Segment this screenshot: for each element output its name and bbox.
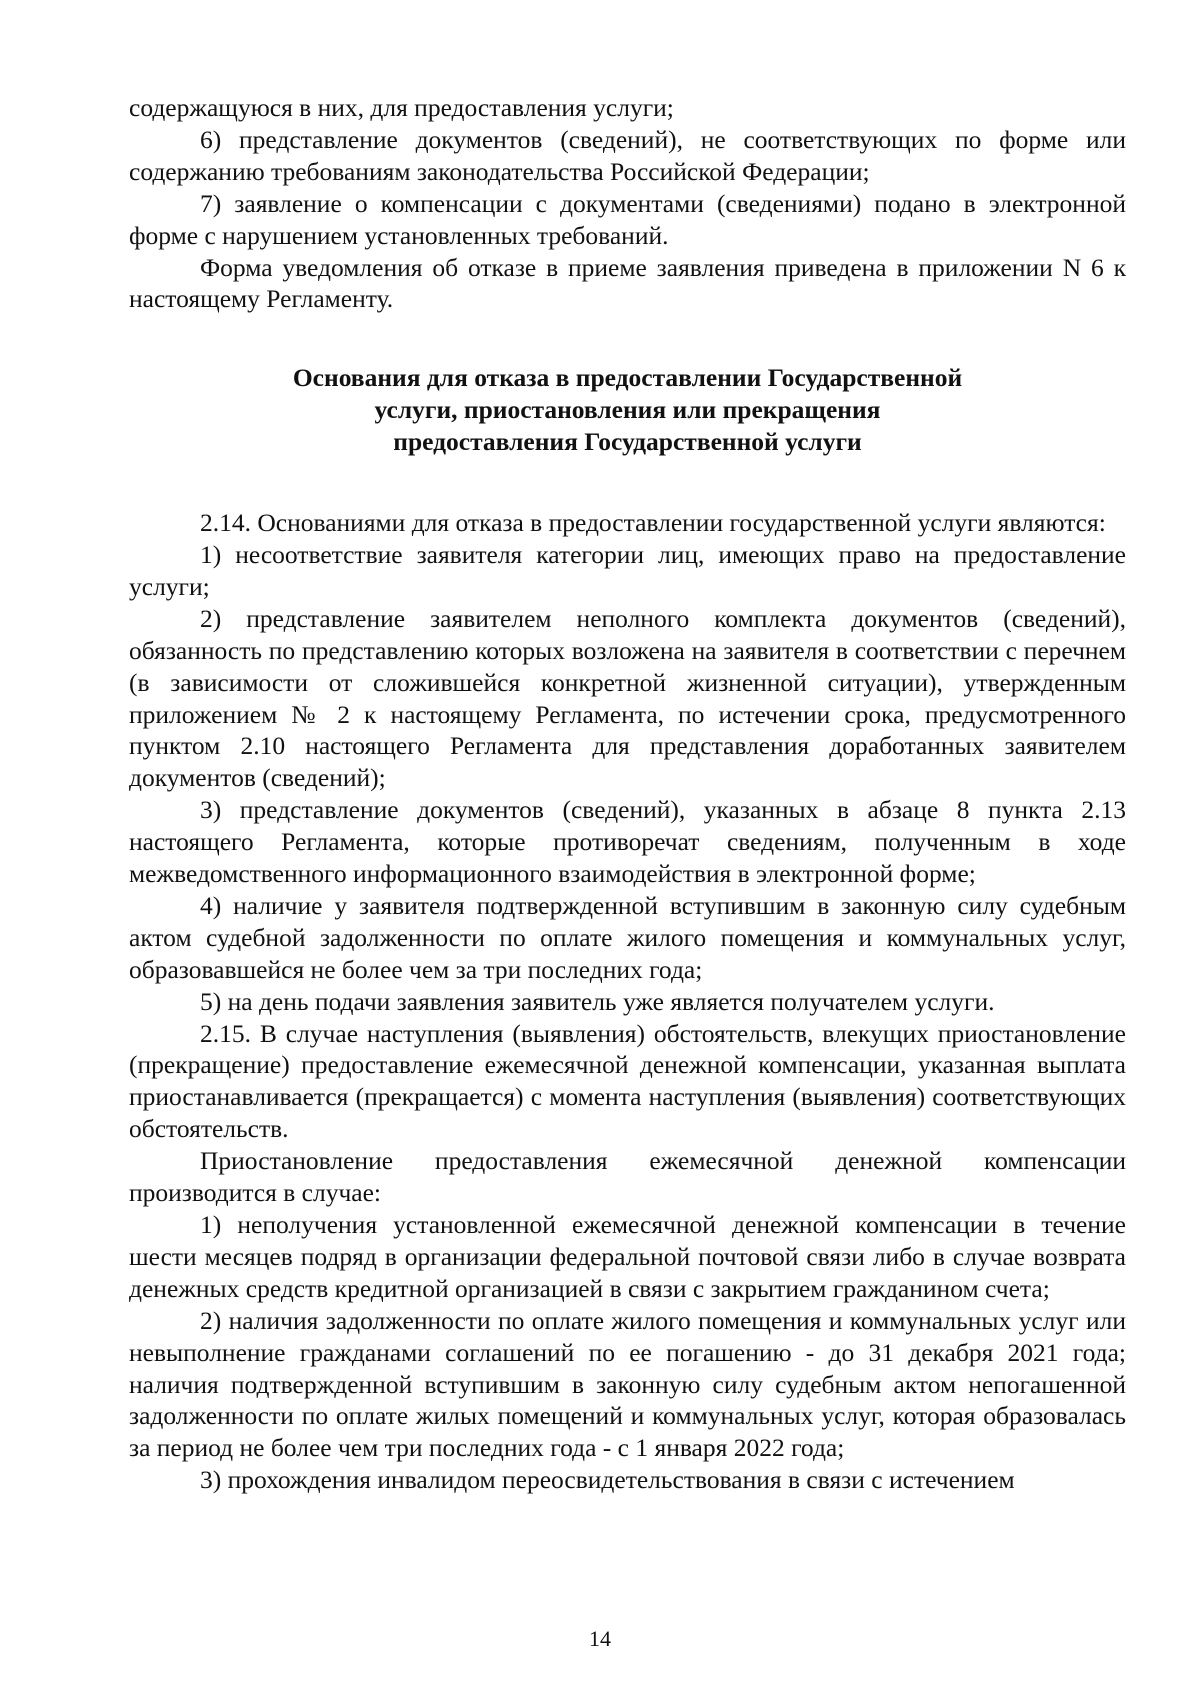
page-number: 14 — [589, 1626, 611, 1651]
section-heading-line: услуги, приостановления или прекращения — [374, 395, 881, 425]
section-heading-line: Основания для отказа в предоставлении Государственной — [292, 363, 963, 393]
paragraph: Форма уведомления об отказе в приеме заявления приведена в приложении N 6 к настоящему Регламенту. — [129, 252, 1126, 314]
section-heading-line: предоставления Государственной услуги — [393, 427, 862, 457]
paragraph: содержащуюся в них, для предоставления услуги; — [129, 93, 674, 122]
paragraph: 2.14. Основаниями для отказа в предоставлении государственной услуги являются: — [200, 508, 1106, 538]
section-heading — [129, 362, 1126, 458]
paragraph: 1) несоответствие заявителя категории лиц, имеющих право на предоставление услуги; — [129, 539, 1126, 601]
paragraph: 4) наличие у заявителя подтвержденной вступившим в законную силу судебным актом судебной задолженности по оплате жилого помещения и коммунальных услуг, образовавшейся не более чем за три последних года; — [129, 890, 1126, 984]
paragraph: 5) на день подачи заявления заявитель уже является получателем услуги. — [200, 986, 995, 1016]
paragraph: 6) представление документов (сведений), не соответствующих по форме или содержанию требованиям законодательства Российской Федерации; — [129, 124, 1126, 186]
paragraph: 7) заявление о компенсации с документами (сведениями) подано в электронной форме с нарушением установленных требований. — [129, 188, 1126, 250]
document-body-top — [129, 92, 1126, 315]
paragraph: 3) представление документов (сведений), указанных в абзаце 8 пункта 2.13 настоящего Регламента, которые противоречат сведениям, полученным в ходе межведомственного информационного взаимодействия в электронной форме; — [129, 795, 1126, 889]
document-page — [129, 92, 1126, 1496]
paragraph: 2) наличия задолженности по оплате жилого помещения и коммунальных услуг или невыполнение гражданами соглашений по ее погашению - до 31 декабря 2021 года; наличия подтвержденной вступившим в законную силу судебным актом непогашенной задолженности по оплате жилых помещений и коммунальных услуг, которая образовалась за период не более чем три последних года - с 1 января 2022 года; — [129, 1305, 1126, 1463]
paragraph: 3) прохождения инвалидом переосвидетельствования в связи с истечением — [200, 1465, 1015, 1495]
paragraph: 1) неполучения установленной ежемесячной денежной компенсации в течение шести месяцев подряд в организации федеральной почтовой связи либо в случае возврата денежных средств кредитной организацией в связи с закрытием гражданином счета; — [129, 1210, 1126, 1303]
paragraph: Приостановление предоставления ежемесячной денежной компенсации производится в случае: — [129, 1146, 1126, 1208]
document-body-main — [129, 507, 1126, 1496]
paragraph: 2.15. В случае наступления (выявления) обстоятельств, влекущих приостановление (прекращение) предоставление ежемесячной денежной компенсации, указанная выплата приостанавливается (прекращается) с момента наступления (выявления) соответствующих обстоятельств. — [129, 1018, 1126, 1144]
paragraph: 2) представление заявителем неполного комплекта документов (сведений), обязанность по представлению которых возложена на заявителя в соответствии с перечнем (в зависимости от сложившейся конкретной жизненной ситуации), утвержденным приложением № 2 к настоящему Регламента, по истечении срока, предусмотренного пунктом 2.10 настоящего Регламента для представления доработанных заявителем документов (сведений); — [129, 603, 1126, 793]
